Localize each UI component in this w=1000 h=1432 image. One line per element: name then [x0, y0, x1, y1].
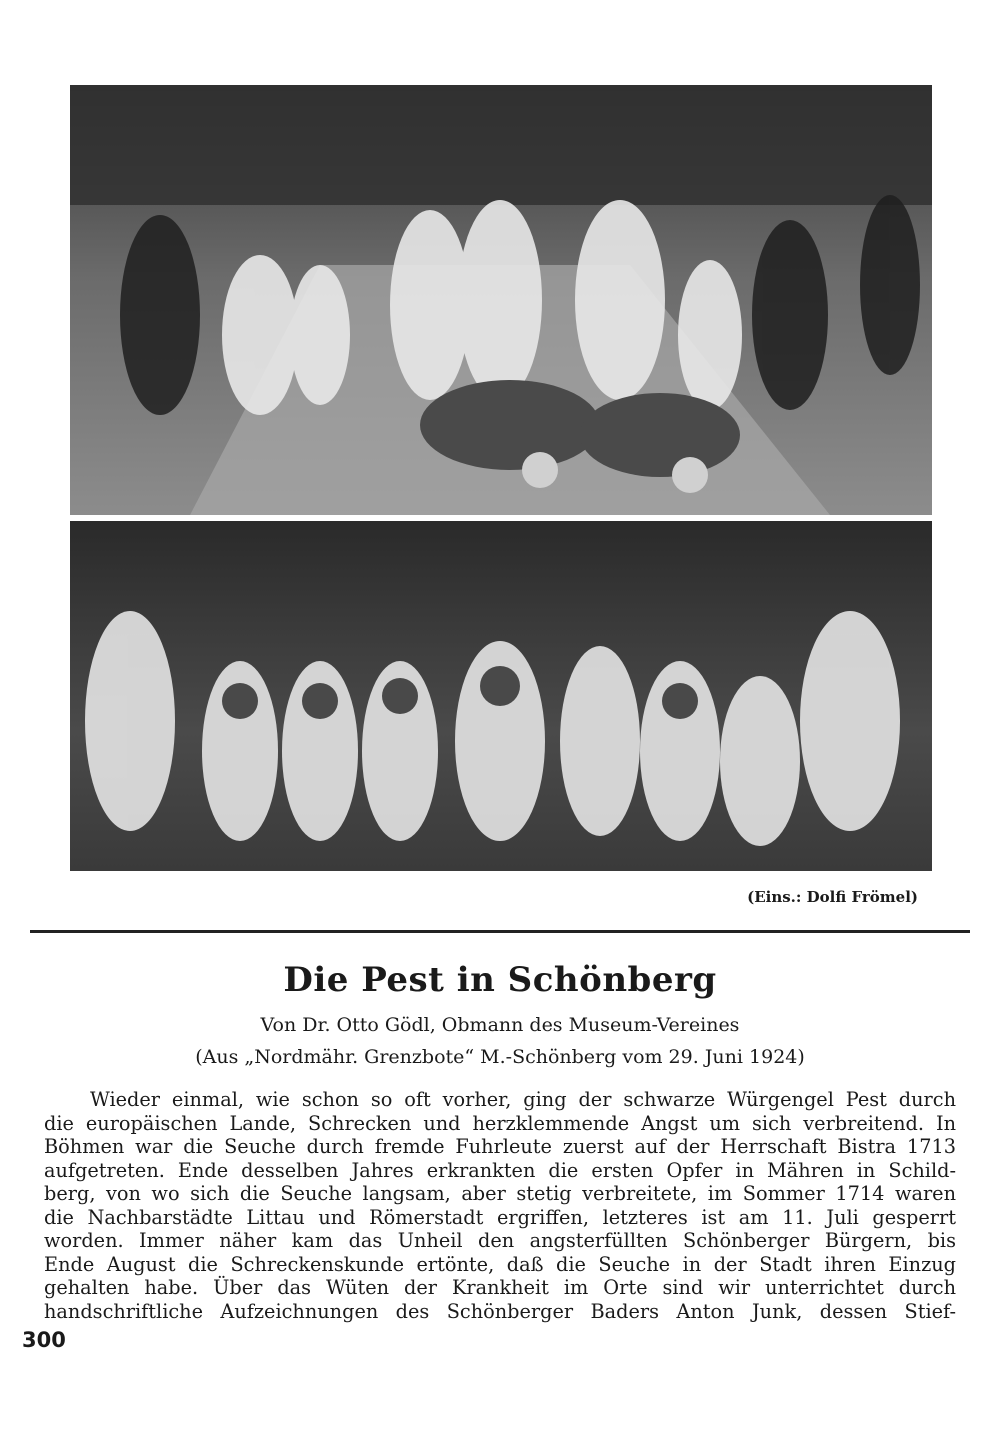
body-line: Böhmen war die Seuche durch fremde Fuhrleute zuerst auf der Herrschaft Bistra 1713 [44, 1135, 956, 1158]
article-source: (Aus „Nordmähr. Grenzbote“ M.-Schönberg vom 29. Juni 1924) [195, 1046, 805, 1068]
photo-icon [70, 85, 932, 515]
article-byline: Von Dr. Otto Gödl, Obmann des Museum-Vereines [260, 1014, 740, 1036]
photo-icon [70, 521, 932, 871]
body-line: gehalten habe. Über das Wüten der Krankheit im Orte sind wir unterrichtet durch [44, 1276, 956, 1299]
body-line: handschriftliche Aufzeichnungen des Schönberger Baders Anton Junk, dessen Stief- [44, 1299, 956, 1323]
divider [30, 930, 970, 933]
photo-procession [70, 85, 932, 515]
photo-group [70, 521, 932, 871]
body-line: die europäischen Lande, Schrecken und herzklemmende Angst um sich verbreitend. In [44, 1111, 956, 1135]
body-line: aufgetreten. Ende desselben Jahres erkrankten die ersten Opfer in Mähren in Schild- [44, 1158, 956, 1182]
photo-credit: (Eins.: Dolfi Frömel) [747, 888, 918, 906]
body-line: Ende August die Schreckenskunde ertönte, daß die Seuche in der Stadt ihren Einzug [44, 1252, 956, 1276]
body-line: berg, von wo sich die Seuche langsam, aber stetig verbreitete, im Sommer 1714 waren [44, 1182, 956, 1205]
body-line: worden. Immer näher kam das Unheil den angsterfüllten Schönberger Bürgern, bis [44, 1229, 956, 1252]
article-body [44, 1088, 956, 1323]
page-number: 300 [22, 1328, 66, 1352]
article-title: Die Pest in Schönberg [283, 960, 717, 1000]
body-line: die Nachbarstädte Littau und Römerstadt ergriffen, letzteres ist am 11. Juli gesperrt [44, 1205, 956, 1229]
body-line: Wieder einmal, wie schon so oft vorher, ging der schwarze Würgengel Pest durch [90, 1088, 956, 1111]
